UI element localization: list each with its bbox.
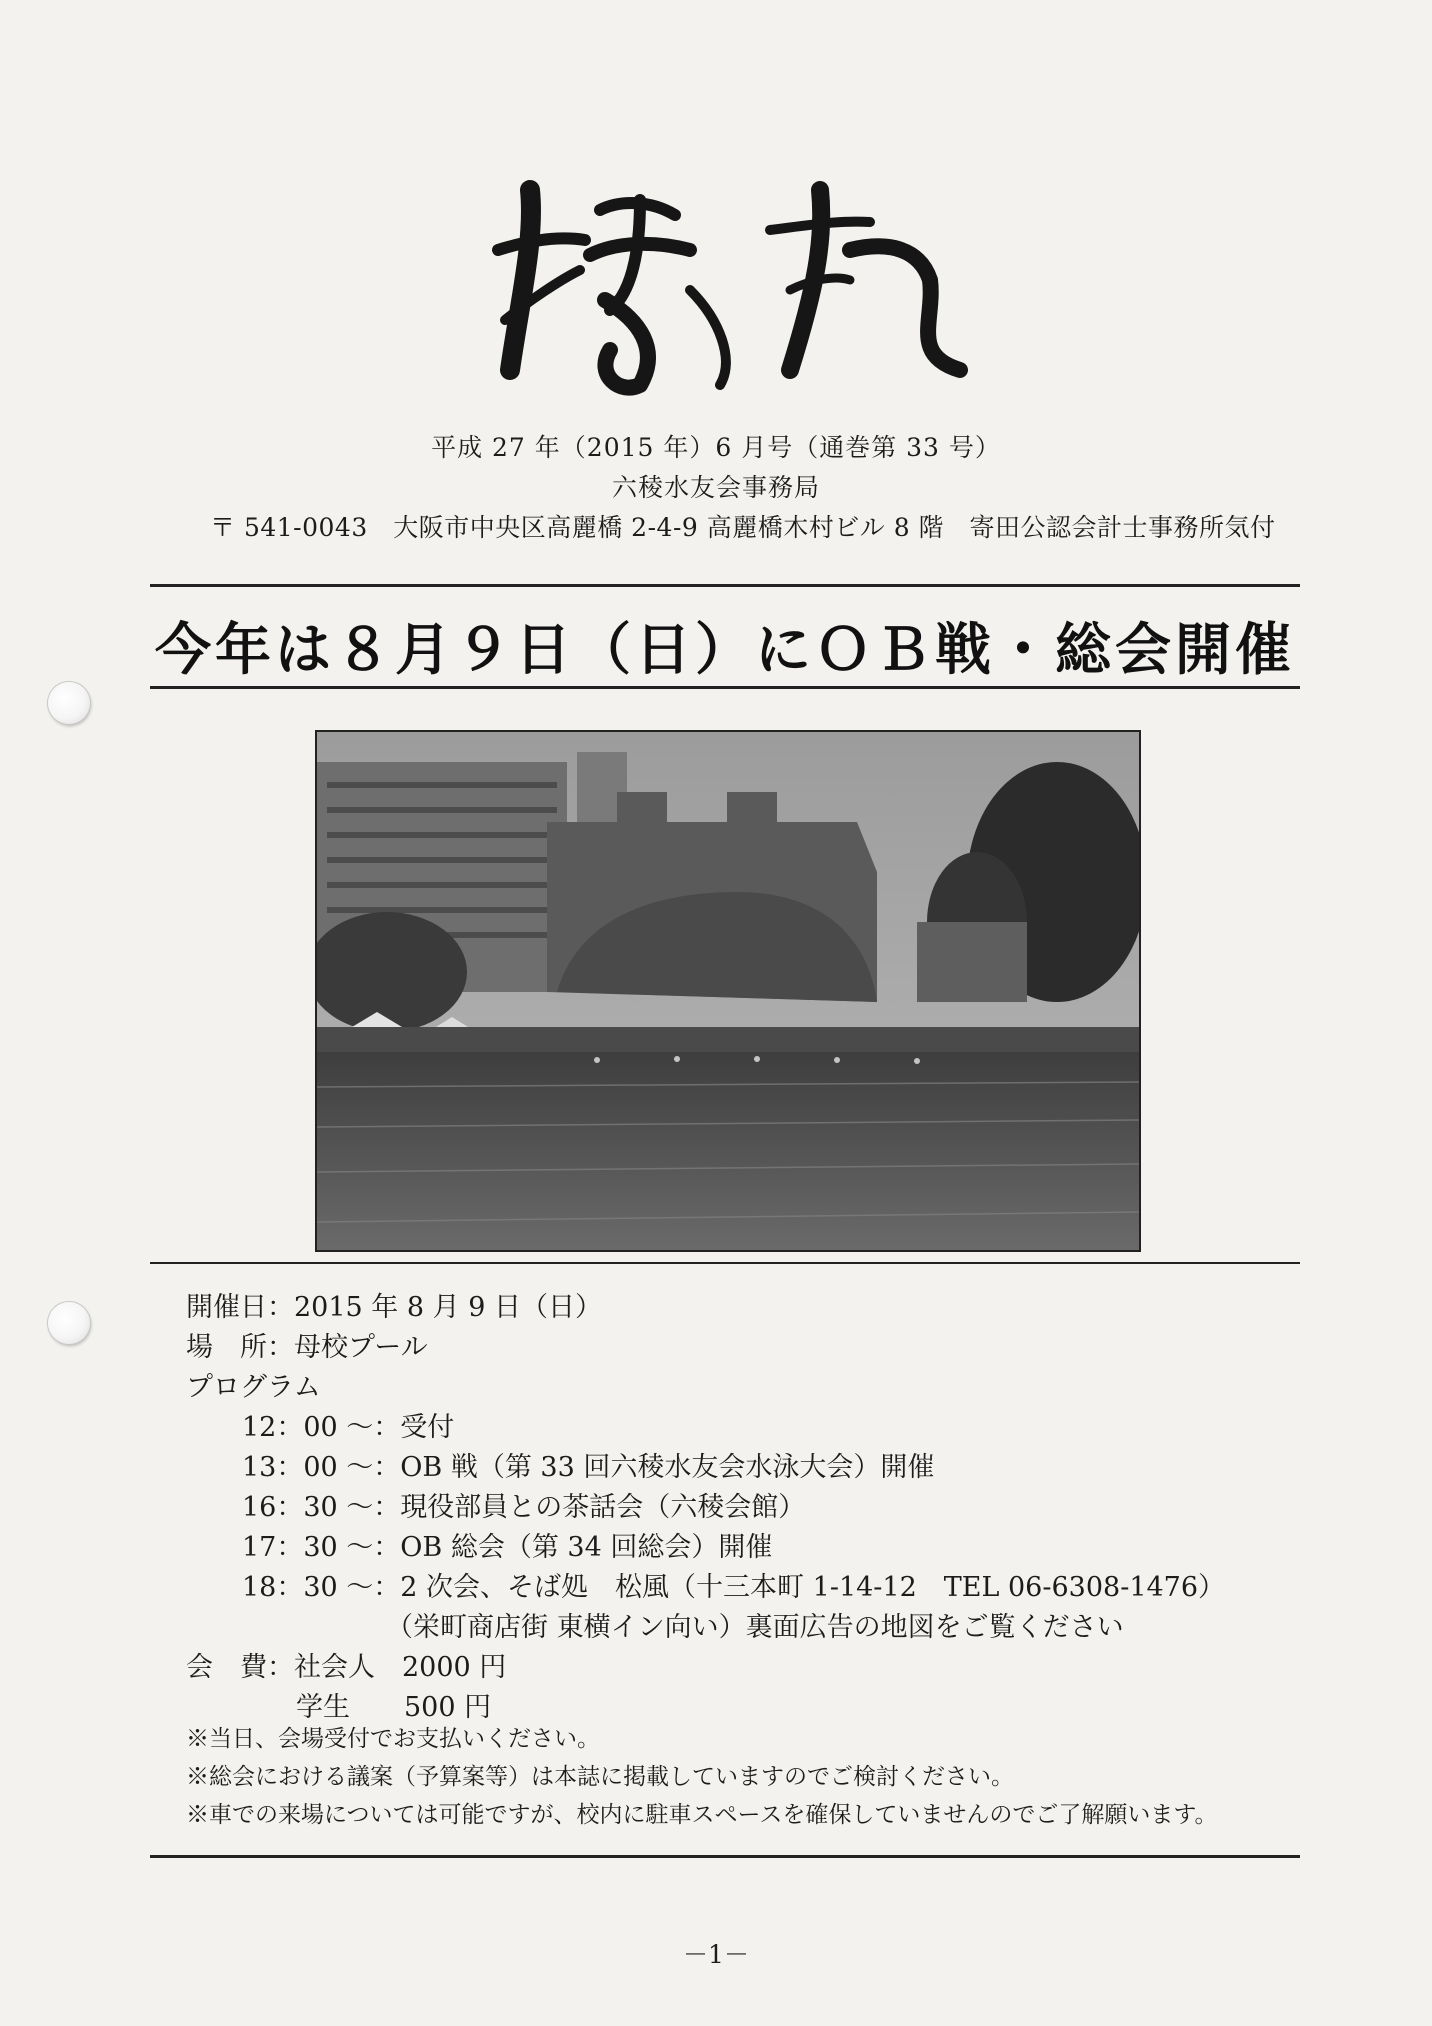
note-item: ※総会における議案（予算案等）は本誌に掲載していますのでご検討ください。 bbox=[186, 1764, 1014, 1790]
punch-hole-bottom bbox=[48, 1302, 90, 1344]
note-item: ※当日、会場受付でお支払いください。 bbox=[186, 1726, 600, 1752]
headline: 今年は８月９日（日）にＯＢ戦・総会開催 bbox=[155, 618, 1295, 683]
publisher-address: 〒 541-0043 大阪市中央区高麗橋 2-4-9 高麗橋木村ビル 8 階 寄田公認会計士事務所気付 bbox=[210, 513, 1276, 542]
program-label: プログラム bbox=[186, 1372, 321, 1403]
page-number: －1－ bbox=[683, 1940, 749, 1969]
note-item: ※車での来場については可能ですが、校内に駐車スペースを確保していませんのでご了解願います。 bbox=[186, 1802, 1218, 1828]
program-item: 12：00 ～：受付 bbox=[242, 1412, 455, 1443]
program-item: 18：30 ～：2 次会、そば処 松風（十三本町 1-14-12 TEL 06-6308-1476） bbox=[242, 1572, 1226, 1603]
program-note: （栄町商店街 東横イン向い）裏面広告の地図をご覧ください bbox=[386, 1612, 1124, 1643]
headline-rule-bottom bbox=[150, 686, 1300, 689]
program-item: 16：30 ～：現役部員との茶話会（六稜会館） bbox=[242, 1492, 806, 1523]
publisher-name: 六稜水友会事務局 bbox=[611, 473, 820, 502]
program-item: 13：00 ～：OB 戦（第 33 回六稜水友会水泳大会）開催 bbox=[242, 1452, 935, 1483]
event-details bbox=[186, 1288, 1296, 1728]
pool-scene-image bbox=[317, 732, 1139, 1250]
punch-hole-top bbox=[48, 682, 90, 724]
footer-rule bbox=[150, 1855, 1300, 1858]
notes bbox=[186, 1720, 1296, 1834]
calligraphy-logo-icon bbox=[490, 170, 980, 400]
fee-member: 会 費：社会人 2000 円 bbox=[186, 1652, 507, 1683]
details-rule bbox=[150, 1262, 1300, 1264]
fee-student: 学生 500 円 bbox=[296, 1692, 492, 1723]
pool-photo bbox=[315, 730, 1141, 1252]
event-date: 開催日：2015 年 8 月 9 日（日） bbox=[186, 1292, 602, 1323]
masthead-logo bbox=[490, 170, 980, 400]
program-item: 17：30 ～：OB 総会（第 34 回総会）開催 bbox=[242, 1532, 773, 1563]
headline-rule-top bbox=[150, 584, 1300, 587]
event-venue: 場 所：母校プール bbox=[186, 1332, 428, 1363]
issue-line: 平成 27 年（2015 年）6 月号（通巻第 33 号） bbox=[431, 433, 1001, 462]
